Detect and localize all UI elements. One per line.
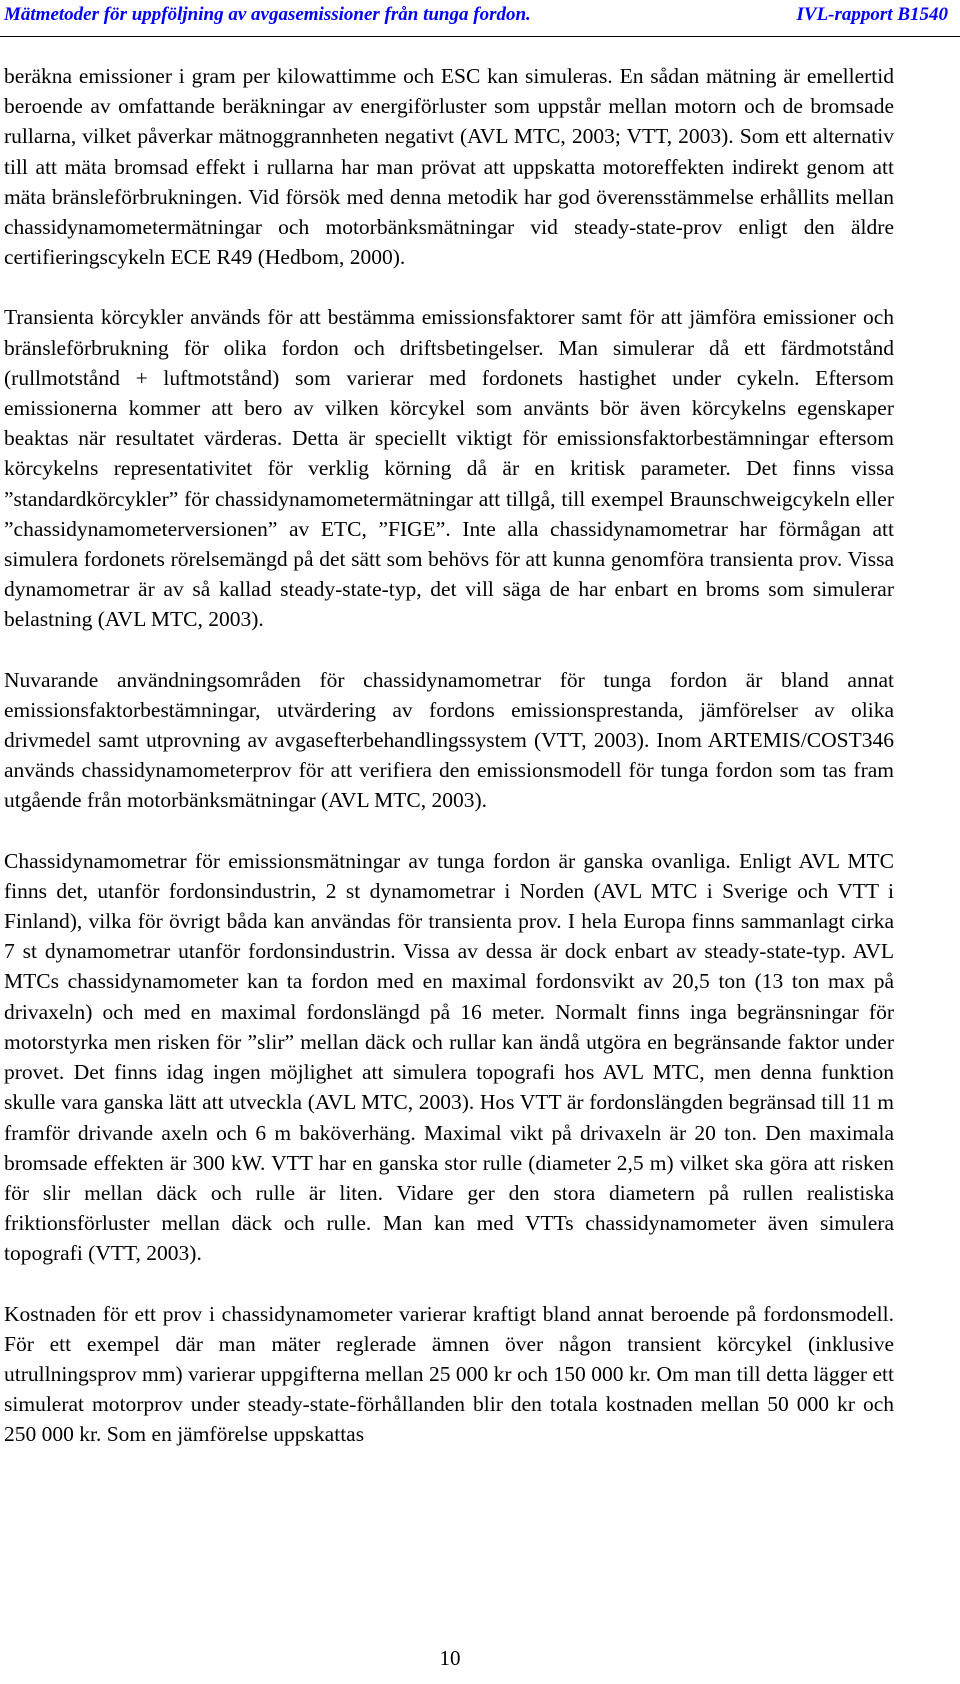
body-text bbox=[4, 61, 894, 1480]
paragraph-4: Chassidynamometrar för emissionsmätningar av tunga fordon är ganska ovanliga. Enligt AVL MTC finns det, utanför fordonsindustrin, 2 st dynamometrar i Norden (AVL MTC i Sverige och VTT i Finland), vilka för övrigt båda kan användas för transienta prov. I hela Europa finns sammanlagt cirka 7 st dynamometrar utanför fordonsindustrin. Vissa av dessa är dock enbart av steady-state-typ. AVL MTCs chassidynamometer kan ta fordon med en maximal fordonsvikt av 20,5 ton (13 ton max på drivaxeln) och med en maximal fordonslängd på 16 meter. Normalt finns inga begränsningar för motorstyrka men risken för ”slir” mellan däck och rullar kan ändå utgöra en begränsande faktor under provet. Det finns idag ingen möjlighet att simulera topografi hos AVL MTC, men denna funktion skulle vara ganska lätt att utveckla (AVL MTC, 2003). Hos VTT är fordonslängden begränsad till 11 m framför drivande axeln och 6 m baköverhäng. Maximal vikt på drivaxeln är 20 ton. Den maximala bromsade effekten är 300 kW. VTT har en ganska stor rulle (diameter 2,5 m) vilket ska göra att risken för slir mellan däck och rulle är liten. Vidare ger den stora diametern på rullen realistiska friktionsförluster mellan däck och rulle. Man kan med VTTs chassidynamometer även simulera topografi (VTT, 2003). bbox=[4, 848, 894, 1266]
page-header bbox=[0, 0, 960, 44]
paragraph-2: Transienta körcykler används för att bestämma emissionsfaktorer samt för att jämföra emissioner och bränsleförbrukning för olika fordon och driftsbetingelser. Man simulerar då ett färdmotstånd (rullmotstånd + luftmotstånd) som varierar med fordonets hastighet under cykeln. Eftersom emissionerna kommer att bero av vilken körcykel som använts bör även körcykelns egenskaper beaktas när resultatet värderas. Detta är speciellt viktigt för emissionsfaktorbestämningar eftersom körcykelns representativitet för verklig körning då är en kritisk parameter. Det finns vissa ”standardkörcykler” för chassidynamometermätningar att tillgå, till exempel Braunschweigcykeln eller ”chassidynamometerversionen” av ETC, ”FIGE”. Inte alla chassidynamometrar har förmågan att simulera fordonets rörelsemängd på det sätt som behövs för att kunna genomföra transienta prov. Vissa dynamometrar är av så kallad steady-state-typ, det vill säga de har enbart en broms som simulerar belastning (AVL MTC, 2003). bbox=[4, 305, 894, 632]
report-number: IVL-rapport B1540 bbox=[796, 4, 948, 25]
header-divider bbox=[0, 36, 960, 37]
paragraph-1: beräkna emissioner i gram per kilowattimme och ESC kan simuleras. En sådan mätning är emellertid beroende av omfattande beräkningar av energiförluster som uppstår mellan motorn och de bromsade rullarna, vilket påverkar mätnoggrannheten negativt (AVL MTC, 2003; VTT, 2003). Som ett alternativ till att mäta bromsad effekt i rullarna har man prövat att uppskatta motoreffekten indirekt genom att mäta bränsleförbrukningen. Vid försök med denna metodik har god överensstämmelse erhållits mellan chassidynamometermätningar och motorbänksmätningar vid steady-state-prov enligt den äldre certifieringscykeln ECE R49 (Hedbom, 2000). bbox=[4, 64, 894, 270]
document-title: Mätmetoder för uppföljning av avgasemissioner från tunga fordon. bbox=[4, 4, 531, 25]
paragraph-5: Kostnaden för ett prov i chassidynamometer varierar kraftigt bland annat beroende på fordonsmodell. För ett exempel där man mäter reglerade ämnen över någon transient körcykel (inklusive utrullningsprov mm) varierar uppgifterna mellan 25 000 kr och 150 000 kr. Om man till detta lägger ett simulerat motorprov under steady-state-förhållanden blir den totala kostnaden mellan 50 000 kr och 250 000 kr. Som en jämförelse uppskattas bbox=[4, 1301, 894, 1447]
paragraph-3: Nuvarande användningsområden för chassidynamometrar för tunga fordon är bland annat emissionsfaktorbestämningar, utvärdering av fordons emissionsprestanda, jämförelser av olika drivmedel samt utprovning av avgasefterbehandlingssystem (VTT, 2003). Inom ARTEMIS/COST346 används chassidynamometerprov för att verifiera den emissionsmodell för tunga fordon som tas fram utgående från motorbänksmätningar (AVL MTC, 2003). bbox=[4, 667, 894, 813]
page-number: 10 bbox=[439, 1646, 461, 1670]
